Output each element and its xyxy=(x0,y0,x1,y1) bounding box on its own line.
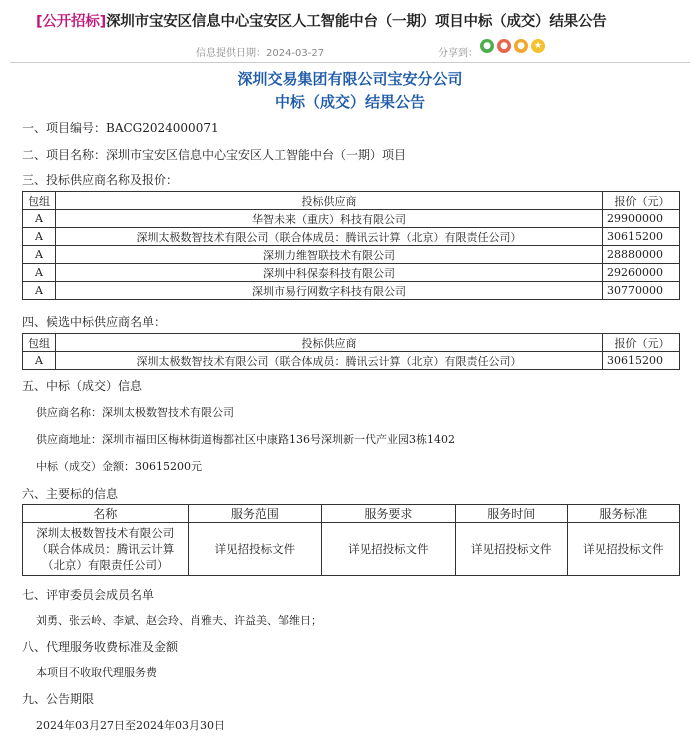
header-divider xyxy=(10,62,690,63)
cell-supplier: 深圳力维智联技术有限公司 xyxy=(56,246,603,264)
share-label: 分享到： xyxy=(438,48,478,59)
cell-price: 30615200 xyxy=(603,228,680,246)
cell-supplier: 华智未来（重庆）科技有限公司 xyxy=(56,210,603,228)
header-price: 报价（元） xyxy=(603,192,680,210)
header-supplier: 投标供应商 xyxy=(56,192,603,210)
date-label: 信息提供日期： xyxy=(196,48,266,59)
agency-name: 深圳交易集团有限公司宝安分公司 xyxy=(237,70,463,88)
header-price: 报价（元） xyxy=(603,334,680,352)
table-row xyxy=(23,352,680,370)
cell-standard: 详见招投标文件 xyxy=(567,523,679,576)
publish-date xyxy=(196,44,324,59)
date-value: 2024-03-27 xyxy=(266,48,325,59)
header-name: 名称 xyxy=(23,505,189,523)
header-group: 包组 xyxy=(23,192,56,210)
winner-address: 供应商地址：深圳市福田区梅林街道梅都社区中康路136号深圳新一代产业园3栋1402 xyxy=(36,433,455,446)
table-header-row xyxy=(23,192,680,210)
header-scope: 服务范围 xyxy=(188,505,322,523)
cell-group: A xyxy=(23,264,56,282)
notice-period: 2024年03月27日至2024年03月30日 xyxy=(36,719,225,732)
section-fee-heading: 八、代理服务收费标准及金额 xyxy=(22,640,179,654)
notice-type-tag: [公开招标] xyxy=(36,14,107,30)
table-row xyxy=(23,264,680,282)
section-items-heading: 六、主要标的信息 xyxy=(22,487,119,501)
table-row xyxy=(23,282,680,300)
cell-group: A xyxy=(23,210,56,228)
cell-price: 29260000 xyxy=(603,264,680,282)
name-line: 深圳太极数智技术有限公司 xyxy=(36,526,175,540)
name-line: （联合体成员：腾讯云计算 xyxy=(36,542,175,556)
cell-group: A xyxy=(23,228,56,246)
cell-price: 28880000 xyxy=(603,246,680,264)
name-line: （北京）有限责任公司） xyxy=(42,558,169,572)
page-title xyxy=(36,10,696,31)
header-group: 包组 xyxy=(23,334,56,352)
cell-supplier: 深圳太极数智技术有限公司（联合体成员：腾讯云计算（北京）有限责任公司） xyxy=(56,352,603,370)
candidates-table xyxy=(22,333,680,370)
cell-supplier: 深圳中科保泰科技有限公司 xyxy=(56,264,603,282)
bids-table xyxy=(22,191,680,300)
table-row xyxy=(23,228,680,246)
header-supplier: 投标供应商 xyxy=(56,334,603,352)
winner-name: 供应商名称：深圳太极数智技术有限公司 xyxy=(36,406,234,419)
award-amount: 中标（成交）金额：30615200元 xyxy=(36,460,202,473)
cell-supplier: 深圳太极数智技术有限公司（联合体成员：腾讯云计算（北京）有限责任公司） xyxy=(56,228,603,246)
table-header-row xyxy=(23,334,680,352)
project-name: 二、项目名称：深圳市宝安区信息中心宝安区人工智能中台（一期）项目 xyxy=(22,148,407,162)
cell-scope: 详见招投标文件 xyxy=(188,523,322,576)
cell-name xyxy=(23,523,189,576)
cell-supplier: 深圳市易行网数字科技有限公司 xyxy=(56,282,603,300)
section-bids-heading: 三、投标供应商名称及报价： xyxy=(22,173,179,187)
items-table xyxy=(22,504,680,576)
header-standard: 服务标准 xyxy=(567,505,679,523)
project-number: 一、项目编号：BACG2024000071 xyxy=(22,121,219,135)
table-row xyxy=(23,246,680,264)
section-committee-heading: 七、评审委员会成员名单 xyxy=(22,588,155,602)
cell-price: 30770000 xyxy=(603,282,680,300)
cell-group: A xyxy=(23,246,56,264)
wechat-icon[interactable]: ● xyxy=(480,39,494,53)
notice-title: 深圳市宝安区信息中心宝安区人工智能中台（一期）项目中标（成交）结果公告 xyxy=(106,14,607,30)
header-requirement: 服务要求 xyxy=(322,505,456,523)
cell-group: A xyxy=(23,282,56,300)
qzone-icon[interactable]: ● xyxy=(514,39,528,53)
cell-time: 详见招投标文件 xyxy=(455,523,567,576)
section-candidates-heading: 四、候选中标供应商名单： xyxy=(22,315,167,329)
section-award-heading: 五、中标（成交）信息 xyxy=(22,379,143,393)
table-row xyxy=(23,210,680,228)
table-row xyxy=(23,523,680,576)
committee-members: 刘勇、张云岭、李斌、赵会玲、肖雅夫、许益美、邹维日； xyxy=(36,614,322,627)
favorite-icon[interactable]: ★ xyxy=(531,39,545,53)
fee-text: 本项目不收取代理服务费 xyxy=(36,666,157,679)
notice-subtitle: 中标（成交）结果公告 xyxy=(274,93,425,111)
section-period-heading: 九、公告期限 xyxy=(22,692,95,706)
cell-price: 29900000 xyxy=(603,210,680,228)
table-header-row xyxy=(23,505,680,523)
weibo-icon[interactable]: ● xyxy=(497,39,511,53)
cell-price: 30615200 xyxy=(603,352,680,370)
header-time: 服务时间 xyxy=(455,505,567,523)
share-bar xyxy=(480,39,545,53)
cell-group: A xyxy=(23,352,56,370)
cell-requirement: 详见招投标文件 xyxy=(322,523,456,576)
